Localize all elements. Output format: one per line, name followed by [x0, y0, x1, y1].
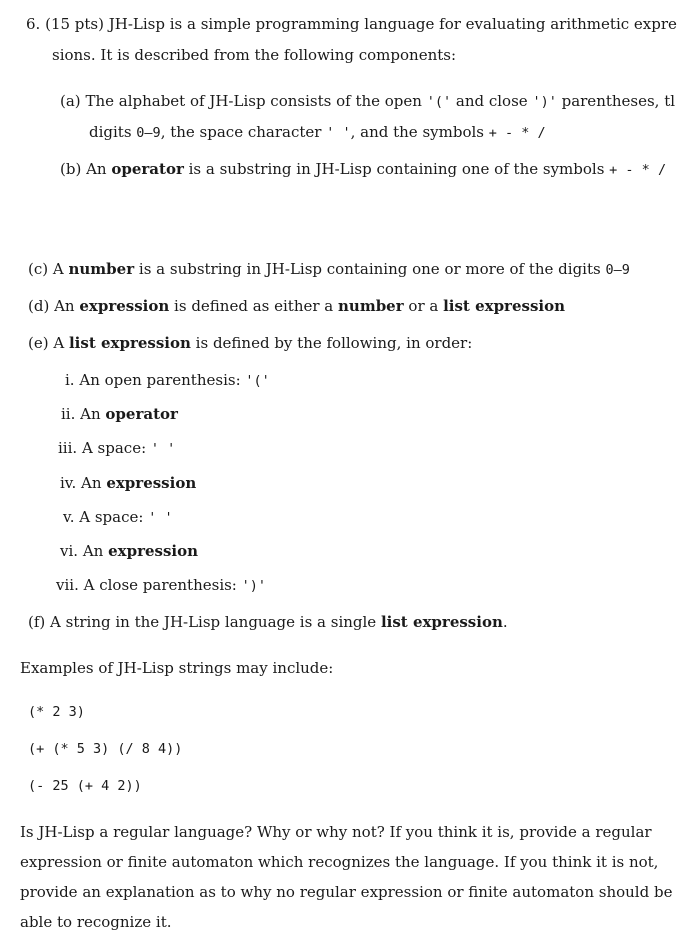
- step-vii: vii. A close parenthesis: ')': [56, 576, 267, 594]
- question-line4: able to recognize it.: [20, 913, 172, 931]
- step-marker: iii.: [58, 439, 78, 457]
- operator-symbols: + - * /: [609, 162, 667, 178]
- question-line3: provide an explanation as to why no regular expression or finite automaton should be: [20, 883, 673, 901]
- term-expression: expression: [79, 297, 170, 315]
- term-number: number: [68, 260, 135, 278]
- term-expression: expression: [106, 474, 197, 492]
- step-ii: ii. An operator: [61, 405, 178, 423]
- term-operator: operator: [105, 405, 178, 423]
- operator-symbols: + - * /: [488, 125, 546, 141]
- space-symbol: ' ': [150, 441, 176, 457]
- digits-range: 0–9: [136, 125, 161, 141]
- close-paren-symbol: ')': [532, 94, 557, 110]
- open-paren-symbol: '(': [426, 94, 452, 110]
- step-iv: iv. An expression: [60, 474, 197, 492]
- step-i: i. An open parenthesis: '(': [65, 371, 270, 389]
- component-c: (c) A number is a substring in JH-Lisp containing one or more of the digits 0–9: [28, 260, 630, 278]
- digits-range: 0–9: [605, 262, 630, 278]
- step-marker: ii.: [61, 405, 76, 423]
- question-line2: expression or finite automaton which recognizes the language. If you think it is not,: [20, 853, 659, 871]
- step-marker: iv.: [60, 474, 77, 492]
- component-f: (f) A string in the JH-Lisp language is a single list expression.: [28, 613, 508, 631]
- component-e-marker: (e): [28, 334, 49, 352]
- example-code: (* 2 3): [28, 704, 85, 720]
- problem-header: [26, 14, 677, 34]
- component-e: (e) A list expression is defined by the following, in order:: [28, 334, 473, 352]
- space-symbol: ' ': [148, 510, 173, 526]
- space-symbol: ' ': [326, 125, 351, 141]
- component-b-marker: (b): [60, 160, 82, 178]
- component-a-line1: (a) The alphabet of JH-Lisp consists of the open '(' and close ')' parentheses, tl: [60, 92, 676, 110]
- step-iii: iii. A space: ' ': [58, 439, 176, 457]
- step-marker: v.: [63, 508, 75, 526]
- step-vi: vi. An expression: [60, 542, 199, 560]
- component-d-marker: (d): [28, 297, 50, 315]
- component-b: (b) An operator is a substring in JH-Lisp containing one of the symbols + - * /: [60, 160, 667, 178]
- term-number: number: [338, 297, 404, 315]
- component-f-marker: (f): [28, 613, 46, 631]
- problem-number: 6.: [26, 15, 41, 33]
- term-list-expression: list expression: [443, 297, 566, 315]
- component-a-line2: digits 0–9, the space character ' ', and the symbols + - * /: [89, 123, 546, 141]
- term-expression: expression: [108, 542, 199, 560]
- component-a-marker: (a): [60, 92, 81, 110]
- example-code: (- 25 (+ 4 2)): [28, 778, 142, 794]
- problem-intro-line1: JH-Lisp is a simple programming language for evaluating arithmetic expre: [108, 15, 677, 33]
- term-list-expression: list expression: [380, 613, 503, 631]
- close-paren-symbol: ')': [241, 578, 267, 594]
- question-line1: Is JH-Lisp a regular language? Why or why not? If you think it is, provide a regular: [20, 823, 652, 841]
- open-paren-symbol: '(': [245, 373, 270, 389]
- example-code: (+ (* 5 3) (/ 8 4)): [28, 741, 183, 757]
- problem-intro-line2: sions. It is described from the following components:: [52, 46, 457, 64]
- step-marker: vii.: [56, 576, 79, 594]
- step-v: v. A space: ' ': [63, 508, 173, 526]
- step-marker: vi.: [60, 542, 79, 560]
- component-d: (d) An expression is defined as either a number or a list expression: [28, 297, 566, 315]
- examples-intro: Examples of JH-Lisp strings may include:: [20, 659, 334, 677]
- term-operator: operator: [111, 160, 184, 178]
- term-list-expression: list expression: [68, 334, 191, 352]
- component-c-marker: (c): [28, 260, 49, 278]
- problem-points: (15 pts): [45, 15, 104, 33]
- step-marker: i.: [65, 371, 75, 389]
